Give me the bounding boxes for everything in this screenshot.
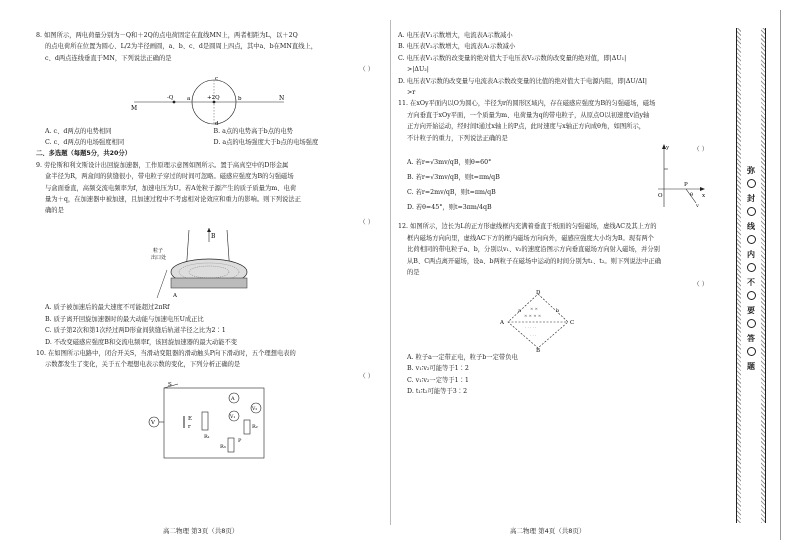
question-10: [36, 348, 382, 464]
seal-char: 线: [747, 222, 755, 231]
q9-label-A: A: [173, 293, 177, 300]
q9-option-d[interactable]: D. 不改变磁感应强度B和交流电频率f，该回旋加速器的最大动能不变: [45, 338, 238, 346]
page-4-column: [398, 30, 716, 398]
q12-label-b: b: [556, 307, 560, 314]
q9-label-exit: 粒子: [153, 248, 164, 255]
q11-option-c[interactable]: C. 若r=2mv/qB，则t=πm/qB: [407, 189, 496, 197]
q10-line-1: 10. 在如图所示电路中，闭合开关S，当滑动变阻器的滑动触头P向下滑动时，五个理想电表的: [36, 349, 296, 357]
q12-line-4: 从B、C两点离开磁场，设a、b两粒子在磁场中运动的时间分别为t₁、t₂。则下列说法中正确: [407, 257, 662, 265]
q10-option-a[interactable]: A. 电压表V₁示数增大，电流表A示数减小: [398, 32, 513, 39]
q9-line-4: 量为＋q，在加速器中被加速，且加速过程中不考虑相对论效应和重力的影响。则下列说法正: [45, 196, 301, 204]
seal-line-text: [745, 165, 757, 374]
q12-line-5: 的是: [407, 269, 420, 277]
seal-circle: [745, 234, 757, 250]
q8-label-d: d: [215, 120, 219, 126]
page-edge-line: [780, 10, 781, 540]
q9-line-5: 确的是: [45, 207, 64, 215]
q8-label-b: b: [238, 95, 242, 102]
question-8: [36, 30, 382, 148]
svg-text:× × × ×: × × × ×: [524, 312, 542, 318]
q8-label-M: M: [131, 104, 138, 112]
q10-label-E: E: [188, 416, 193, 423]
q8-label-N: N: [279, 94, 285, 102]
q8-label-a: a: [187, 95, 191, 102]
q11-option-a[interactable]: A. 若r=√3mv/qB，则θ=60°: [407, 159, 492, 167]
q10-line-2: 示数都发生了变化，关于五个理想电表示数的变化，下列分析正确的是: [45, 361, 241, 369]
q10-label-A: A: [231, 396, 235, 403]
q10-circuit-figure: [144, 382, 274, 464]
q9-option-a[interactable]: A. 质子被加速后的最大速度不可能超过2πRf: [45, 304, 170, 312]
q11-label-y: y: [666, 145, 670, 152]
q8-line-2: 的点电荷所在位置为圆心、L/2为半径画圆，a、b、c、d是圆周上四点，其中a、b在MN直线上，: [45, 43, 318, 51]
q8-label-posq: +2Q: [207, 94, 220, 101]
q8-option-d[interactable]: D. a点的电场强度大于b点的电场强度: [213, 139, 319, 147]
q10-label-V: V: [151, 420, 155, 427]
q12-option-d[interactable]: D. t₁∶t₂可能等于3∶2: [407, 388, 468, 396]
q12-label-A: A: [500, 319, 504, 326]
seal-circle: [745, 346, 757, 362]
q12-answer-mark: （ ）: [693, 280, 708, 288]
q8-line-1: 8. 如图所示，两电荷量分别为－Q和＋2Q的点电荷固定在直线MN上，两者相距为L，以＋2Q: [36, 32, 298, 39]
q12-option-c[interactable]: C. v₁∶v₂一定等于1∶1: [407, 376, 469, 384]
q10-label-V1: V₁: [230, 415, 236, 421]
q8-label-negq: -Q: [167, 94, 174, 101]
question-9: [36, 160, 382, 348]
q11-option-b[interactable]: B. 若r=√3mv/qB，则t=πm/qB: [407, 174, 500, 182]
q11-answer-mark: （ ）: [693, 146, 708, 154]
q12-line-1: 12. 如图所示，边长为L的正方形虚线框内充满着垂直于纸面的匀强磁场，虚线AC及其上方的: [398, 223, 657, 231]
q12-option-a[interactable]: A. 粒子a一定带正电，粒子b一定带负电: [407, 353, 518, 361]
q12-option-b[interactable]: B. v₁∶v₂可能等于1∶2: [407, 365, 469, 373]
q10-label-S: S: [168, 382, 172, 389]
q11-label-theta: θ: [690, 192, 694, 199]
question-11: [398, 98, 716, 215]
seal-circle: [745, 178, 757, 194]
q8-charge-figure: [129, 76, 289, 126]
q10-label-R1: R₁: [204, 434, 210, 441]
q11-line-3: 正方向开始运动，经时间t通过x轴上的P点，此时速度与x轴正方向成θ角，如图所示，: [407, 123, 646, 131]
q9-option-c[interactable]: C. 质子第2次和第1次经过两D形盒间狭缝后轨道半径之比为2∶1: [45, 327, 226, 335]
question-12: [398, 221, 716, 397]
q12-label-C: C: [570, 319, 575, 326]
seal-circle: [745, 262, 757, 278]
q10-label-R3: R₃: [220, 444, 226, 451]
page-3-column: [36, 30, 382, 464]
seal-char: 内: [747, 250, 755, 259]
q9-cyclotron-figure: [149, 228, 269, 302]
q9-label-exit2: 出口处: [151, 255, 167, 262]
q8-option-c[interactable]: C. c、d两点的电场强度相同: [45, 139, 125, 147]
seal-circle: [745, 318, 757, 334]
q12-line-3: 比荷相同的带电粒子a、b，分别以v₁、v₂的速度沿图示方向垂直磁场方向射入磁场，并分别: [407, 246, 660, 254]
q8-option-b[interactable]: B. a点的电势高于b点的电势: [213, 127, 293, 135]
q10-option-c-cont: >|ΔU₂|: [407, 66, 429, 74]
seal-char: 弥: [747, 166, 755, 175]
q12-label-a: a: [518, 307, 521, 314]
q9-option-b[interactable]: B. 质子离开回旋加速器时的最大动能与加速电压U成正比: [45, 315, 204, 323]
column-divider: [390, 20, 391, 525]
q9-label-B: B: [211, 233, 216, 241]
q11-options-area: [398, 145, 716, 215]
svg-text:× ×: × ×: [530, 305, 538, 311]
svg-text:· · · · ·: · · · · ·: [525, 324, 537, 330]
q10-label-V2: V₂: [252, 407, 258, 413]
q12-label-B: B: [536, 347, 541, 352]
q11-label-v: v: [696, 203, 699, 210]
q12-label-D: D: [536, 289, 541, 296]
q11-label-P: P: [684, 182, 688, 189]
seal-char: 要: [747, 306, 755, 315]
q11-line-4: 不计粒子的重力，下列说法正确的是: [407, 134, 508, 142]
q10-option-c[interactable]: C. 电压表V₁示数的改变量的绝对值大于电压表V₂示数的改变量的绝对值，即|ΔU₁|: [398, 54, 627, 62]
q10-option-d[interactable]: D. 电压表V示数的改变量与电流表A示数改变量的比值的绝对值大于电源内阻，即|ΔU/ΔI|: [398, 77, 647, 85]
q10-label-R2: R₂: [252, 424, 258, 431]
q10-answer-mark: （ ）: [359, 372, 374, 380]
q9-line-2: 盒半径为R，两盒间的狭缝很小，带电粒子穿过的时间可忽略。磁感应强度为B的匀强磁场: [45, 173, 294, 181]
q11-line-1: 11. 在xOy平面内以O为圆心，半径为r的圆形区域内，存在磁感应强度为B的匀强磁场，磁场: [398, 100, 656, 108]
seal-circle: [745, 290, 757, 306]
q10-options: [398, 30, 716, 98]
page-4-footer: 高二物理 第4页（共8页）: [510, 527, 586, 535]
q11-label-O: O: [658, 193, 663, 200]
q10-label-r: r: [188, 424, 191, 431]
q9-line-1: 9. 劳伦斯和利文斯设计出回旋加速器，工作原理示意图如图所示。置于高真空中的D形金属: [36, 161, 289, 169]
q8-option-a[interactable]: A. c、d两点的电势相同: [45, 127, 112, 135]
seal-char: 题: [747, 362, 755, 371]
q8-options-row-2: [36, 137, 382, 148]
q8-line-3: c、d两点连线垂直于MN，下列说法正确的是: [45, 54, 172, 62]
section-2-heading: 二、多选题（每题5分，共20分）: [36, 150, 132, 158]
q11-option-d[interactable]: D. 若θ=45°，则t=3πm/4qB: [407, 204, 492, 212]
q10-option-b[interactable]: B. 电压表V₂示数增大，电流表A₁示数减小: [398, 43, 516, 51]
q12-line-2: 框内磁场方向向里，虚线AC下方的框内磁场方向向外，磁感应强度大小均为B。现有两个: [407, 234, 654, 242]
q11-label-x: x: [702, 193, 706, 200]
q9-answer-mark: （ ）: [359, 218, 374, 226]
seal-circle: [745, 206, 757, 222]
q10-option-d-cont: >r: [407, 89, 416, 97]
seal-char: 不: [747, 278, 755, 287]
q12-square-field-figure: [498, 290, 578, 352]
q11-line-2: 方向垂直于xOy平面，一个质量为m、电荷量为q的带电粒子，从原点O以初速度v沿y轴: [407, 111, 650, 119]
seal-char: 封: [747, 194, 755, 203]
q9-line-3: 与盒面垂直，高频交流电频率为f，加速电压为U。若A处粒子源产生的质子质量为m、电荷: [45, 184, 297, 192]
q8-answer-mark: （ ）: [359, 66, 374, 74]
q8-label-c: c: [215, 75, 219, 82]
seal-char: 答: [747, 334, 755, 343]
q11-xy-figure: [648, 141, 708, 211]
q8-options-row-1: [36, 126, 382, 137]
page-3-footer: 高二物理 第3页（共8页）: [163, 527, 239, 535]
svg-text:· · ·: · · ·: [530, 332, 537, 338]
q10-label-P: P: [238, 438, 242, 445]
